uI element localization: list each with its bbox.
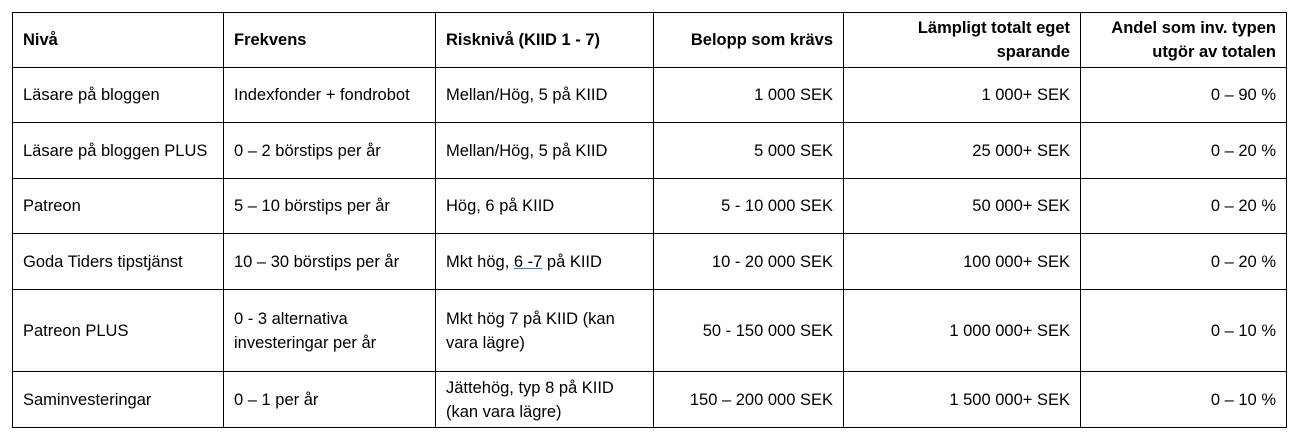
table-row — [13, 290, 1287, 372]
cell-niva: Saminvesteringar — [13, 372, 224, 428]
header-row — [13, 13, 1287, 68]
cell-frekvens: Indexfonder + fondrobot — [224, 68, 436, 123]
table-row — [13, 68, 1287, 123]
cell-belopp: 5 - 10 000 SEK — [654, 179, 844, 234]
cell-andel: 0 – 20 % — [1081, 123, 1287, 179]
table-row — [13, 372, 1287, 428]
cell-sparande: 1 500 000+ SEK — [844, 372, 1081, 428]
cell-frekvens: 10 – 30 börstips per år — [224, 234, 436, 290]
cell-frekvens: 5 – 10 börstips per år — [224, 179, 436, 234]
cell-frekvens: 0 – 1 per år — [224, 372, 436, 428]
cell-risk: Mkt hög 7 på KIID (kan vara lägre) — [436, 290, 654, 372]
cell-andel: 0 – 20 % — [1081, 234, 1287, 290]
cell-sparande: 100 000+ SEK — [844, 234, 1081, 290]
cell-sparande: 1 000 000+ SEK — [844, 290, 1081, 372]
cell-belopp: 50 - 150 000 SEK — [654, 290, 844, 372]
cell-andel: 0 – 20 % — [1081, 179, 1287, 234]
cell-niva: Goda Tiders tipstjänst — [13, 234, 224, 290]
cell-andel: 0 – 10 % — [1081, 372, 1287, 428]
header-frekvens: Frekvens — [224, 13, 436, 68]
risk-text: Mkt hög, — [446, 252, 514, 271]
cell-frekvens: 0 – 2 börstips per år — [224, 123, 436, 179]
cell-belopp: 10 - 20 000 SEK — [654, 234, 844, 290]
header-andel: Andel som inv. typen utgör av totalen — [1081, 13, 1287, 68]
risk-text: på KIID — [542, 252, 602, 271]
header-belopp: Belopp som krävs — [654, 13, 844, 68]
cell-andel: 0 – 90 % — [1081, 68, 1287, 123]
risk-link[interactable]: 6 -7 — [513, 252, 543, 271]
table-row — [13, 234, 1287, 290]
table-row — [13, 179, 1287, 234]
cell-niva: Patreon — [13, 179, 224, 234]
cell-belopp: 150 – 200 000 SEK — [654, 372, 844, 428]
cell-niva: Läsare på bloggen PLUS — [13, 123, 224, 179]
cell-risk — [436, 234, 654, 290]
cell-niva: Läsare på bloggen — [13, 68, 224, 123]
cell-sparande: 50 000+ SEK — [844, 179, 1081, 234]
investment-levels-table-container — [12, 12, 1287, 428]
cell-sparande: 25 000+ SEK — [844, 123, 1081, 179]
cell-risk: Mellan/Hög, 5 på KIID — [436, 68, 654, 123]
header-sparande: Lämpligt totalt eget sparande — [844, 13, 1081, 68]
header-niva: Nivå — [13, 13, 224, 68]
table-row — [13, 123, 1287, 179]
cell-risk: Mellan/Hög, 5 på KIID — [436, 123, 654, 179]
table-body — [13, 68, 1287, 428]
cell-belopp: 1 000 SEK — [654, 68, 844, 123]
cell-risk: Jättehög, typ 8 på KIID (kan vara lägre) — [436, 372, 654, 428]
cell-niva: Patreon PLUS — [13, 290, 224, 372]
header-riskniva: Risknivå (KIID 1 - 7) — [436, 13, 654, 68]
cell-sparande: 1 000+ SEK — [844, 68, 1081, 123]
cell-risk: Hög, 6 på KIID — [436, 179, 654, 234]
cell-belopp: 5 000 SEK — [654, 123, 844, 179]
table-header — [13, 13, 1287, 68]
cell-frekvens: 0 - 3 alternativa investeringar per år — [224, 290, 436, 372]
investment-levels-table — [12, 12, 1287, 428]
cell-andel: 0 – 10 % — [1081, 290, 1287, 372]
